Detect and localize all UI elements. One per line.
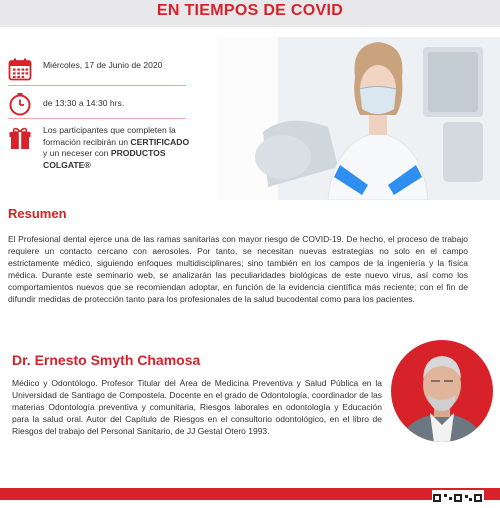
qr-code	[432, 490, 484, 500]
gift-line-3	[43, 148, 189, 160]
gift-line-2	[43, 137, 189, 149]
divider	[8, 85, 186, 86]
dentist-photo	[218, 37, 500, 200]
productos-label: PRODUCTOS	[110, 148, 166, 158]
calendar-icon	[8, 57, 32, 81]
gift-row	[8, 124, 203, 184]
gift-icon	[8, 126, 32, 150]
certificado-label: CERTIFICADO	[130, 136, 190, 147]
gift-line-1: Los participantes que completen la	[43, 125, 176, 135]
gift-text: y un neceser con	[43, 148, 111, 158]
clock-icon	[8, 92, 32, 116]
event-time: de 13:30 a 14:30 hrs.	[43, 98, 125, 108]
gift-line-4	[43, 160, 189, 172]
speaker-bio: Médico y Odontólogo. Profesor Titular del Área de Medicina Preventiva y Salud Pública en la Universidad de Santiago de Compostela. Docente en el grado de Odontología, coordinador de las materias Odontología preventiva y comunitaria, Riesgos laborales en odontología y Educación para la salud oral. Autor del Capítulo de Riesgos en el consultorio odontológico, en el libro de Riesgos del trabajo del Personal Sanitario, de JJ Gestal Otero 1993.	[12, 378, 382, 437]
gift-text: formación recibirán un	[43, 136, 131, 147]
colgate-label: COLGATE®	[43, 159, 91, 170]
speaker-name: Dr. Ernesto Smyth Chamosa	[12, 352, 201, 368]
time-row	[8, 90, 203, 118]
divider	[8, 118, 186, 119]
footer-bar	[0, 488, 500, 500]
speaker-photo	[390, 339, 494, 443]
header-bar	[0, 0, 500, 27]
date-row	[8, 55, 203, 83]
event-date: Miércoles, 17 de Junio de 2020	[43, 60, 163, 70]
resumen-heading: Resumen	[8, 206, 67, 221]
page-title: EN TIEMPOS DE COVID	[156, 2, 344, 19]
gift-description	[43, 125, 189, 171]
resumen-text: El Profesional dental ejerce una de las ramas sanitarias con mayor riesgo de COVID-19. De hecho, el proceso de trabajo requiere un contacto cercano con aerosoles. Por tanto, se necesitan nuevas estrategias no solo en el campo estrictamente médico, siguiendo enfoques multidisciplinares; sino también en los campos de la ingeniería y la física médica. Durante este seminario web, se analizarán las peculiaridades biológicas de este nuevo virus, así como los comportamientos nuevos que se recomiendan adoptar, en función de la evidencia científica más reciente; con el fin de difundir medidas de protección tanto para los profesionales de la salud bucodental como para los pacientes.	[8, 234, 468, 305]
